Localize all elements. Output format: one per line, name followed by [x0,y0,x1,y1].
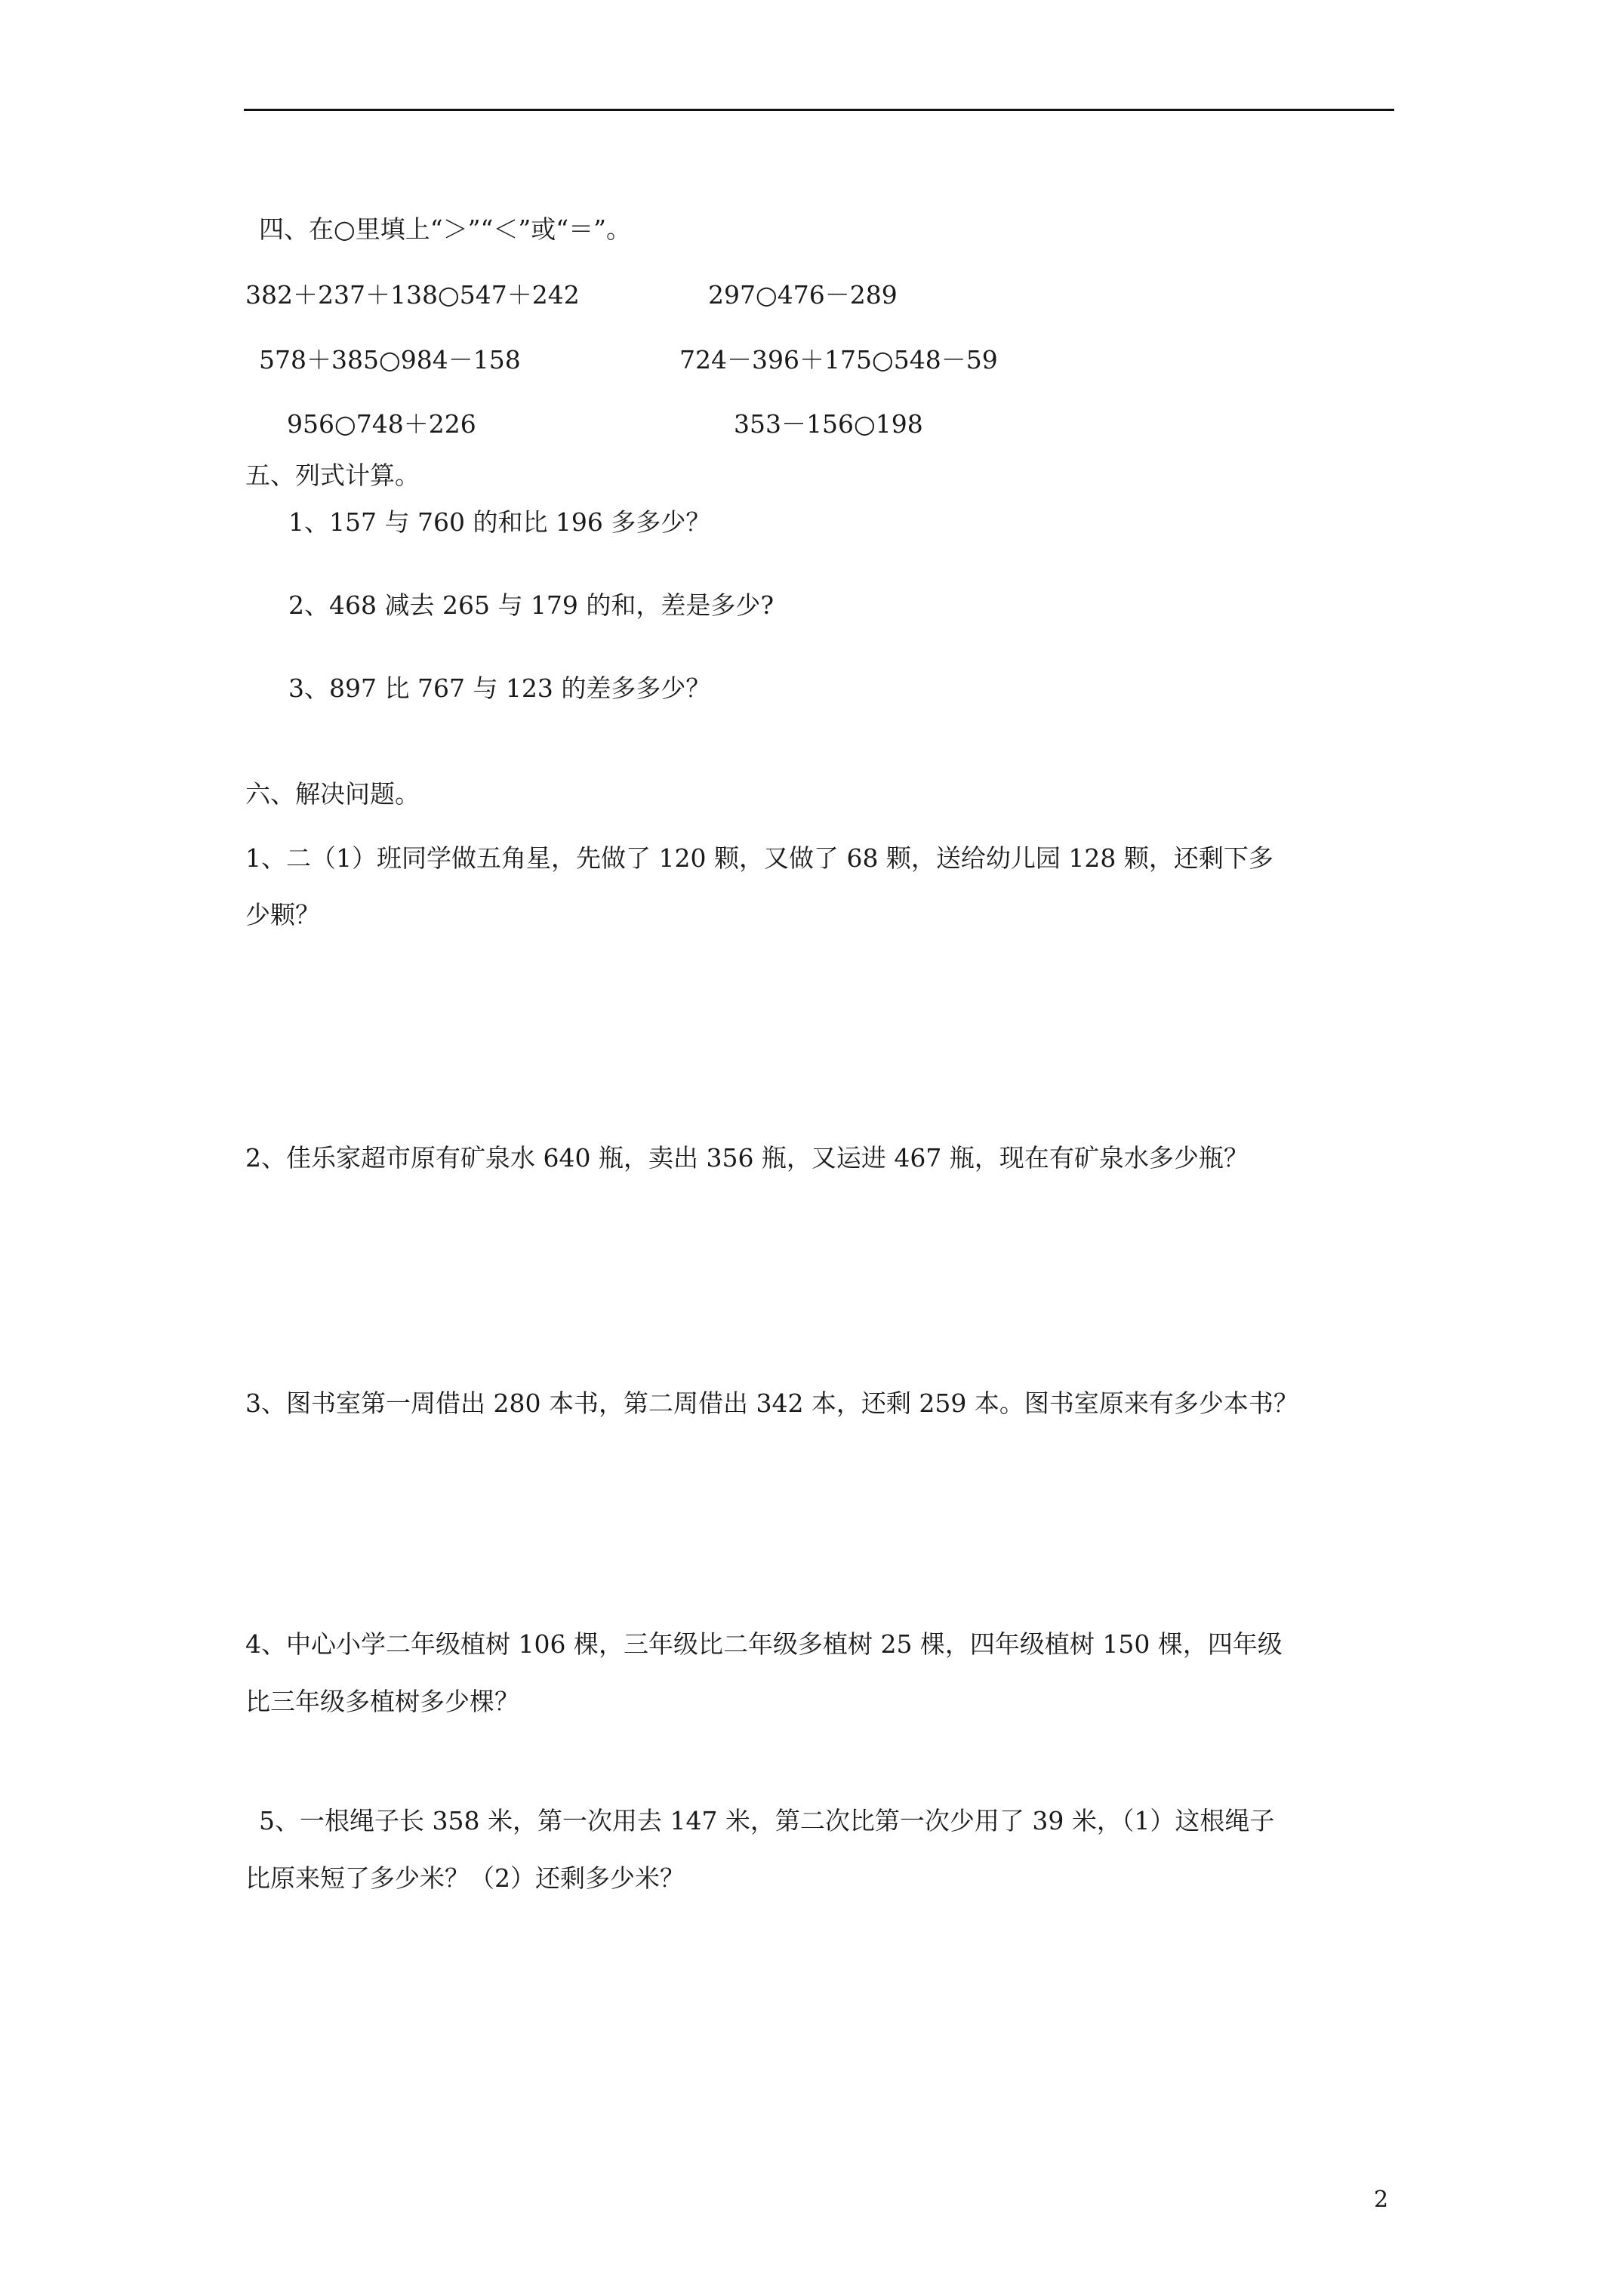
compare-item-5: 956○748＋226 [287,409,476,439]
problem-3: 3、图书室第一周借出 280 本书，第二周借出 342 本，还剩 259 本。图书室原来有多少本书？ [245,1388,1298,1418]
header-rule [244,109,1394,111]
calc-item-3: 3、897 比 767 与 123 的差多多少？ [288,673,711,703]
section6-title: 六、解决问题。 [245,779,420,809]
problem-4-line-1: 4、中心小学二年级植树 106 棵，三年级比二年级多植树 25 棵，四年级植树 150 棵，四年级 [245,1629,1283,1659]
compare-item-3: 578＋385○984－158 [259,345,521,374]
compare-item-4: 724－396＋175○548－59 [679,345,998,374]
section4-title: 四、在○里填上“＞”“＜”或“＝”。 [259,214,632,244]
problem-1-line-2: 少颗？ [245,900,320,929]
calc-item-1: 1、157 与 760 的和比 196 多多少？ [288,507,711,537]
problem-4-line-2: 比三年级多植树多少棵？ [245,1687,519,1716]
problem-5-line-1: 5、一根绳子长 358 米，第一次用去 147 米，第二次比第一次少用了 39 米，（1）这根绳子 [259,1806,1275,1835]
section5-title: 五、列式计算。 [245,461,420,490]
problem-1-line-1: 1、二（1）班同学做五角星，先做了 120 颗，又做了 68 颗，送给幼儿园 128 颗，还剩下多 [245,843,1273,873]
problem-2: 2、佳乐家超市原有矿泉水 640 瓶，卖出 356 瓶，又运进 467 瓶，现在有矿泉水多少瓶？ [245,1143,1249,1173]
calc-item-2: 2、468 减去 265 与 179 的和，差是多少? [288,590,775,620]
compare-item-2: 297○476－289 [708,280,898,310]
compare-item-6: 353－156○198 [734,409,923,439]
problem-5-line-2: 比原来短了多少米？（2）还剩多少米？ [245,1863,685,1893]
page-number: 2 [1374,2187,1389,2213]
compare-item-1: 382＋237＋138○547＋242 [245,280,580,310]
